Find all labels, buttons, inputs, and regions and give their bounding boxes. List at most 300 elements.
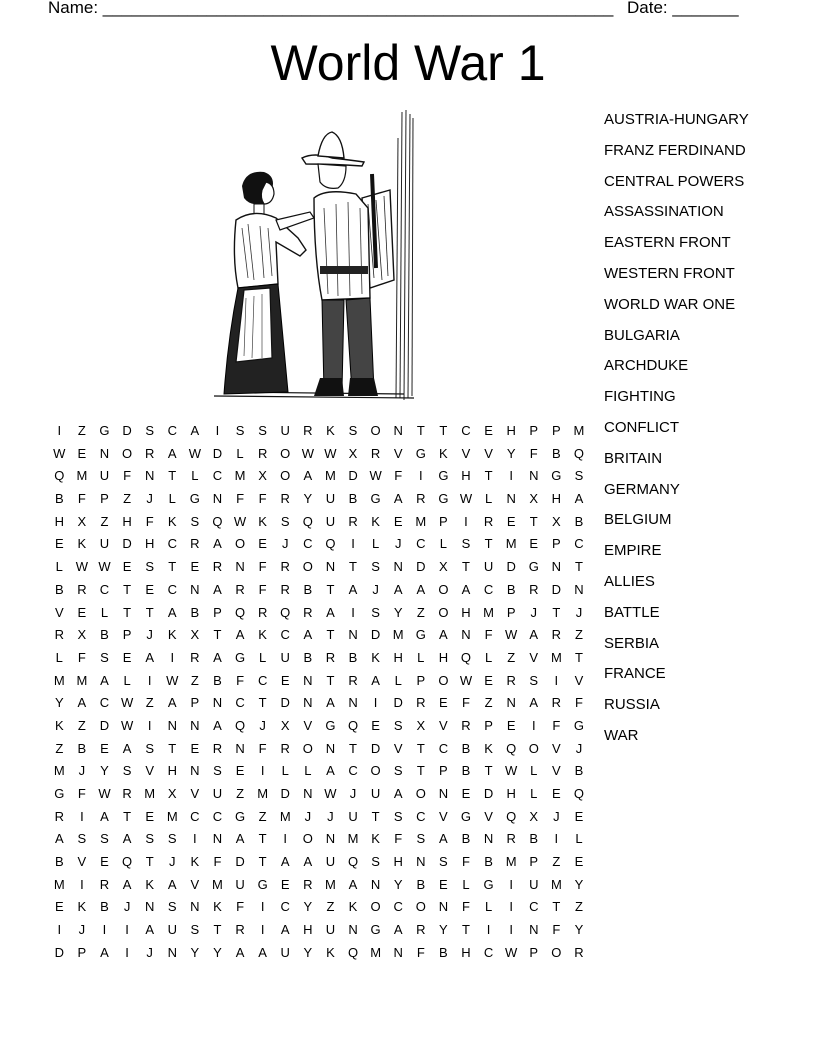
grid-letter[interactable]: R <box>190 649 200 665</box>
grid-letter[interactable]: D <box>551 581 562 597</box>
grid-letter[interactable]: X <box>167 786 177 801</box>
grid-letter[interactable]: Z <box>236 786 245 801</box>
grid-letter[interactable]: S <box>280 513 290 529</box>
grid-letter[interactable]: O <box>280 468 291 484</box>
grid-letter[interactable]: H <box>438 649 449 665</box>
grid-letter[interactable]: D <box>122 423 132 438</box>
grid-letter[interactable]: E <box>461 786 471 801</box>
grid-letter[interactable]: D <box>348 468 358 484</box>
grid-letter[interactable]: K <box>190 854 200 870</box>
grid-letter[interactable]: H <box>461 604 471 620</box>
grid-letter[interactable]: M <box>370 944 382 960</box>
grid-letter[interactable]: Z <box>574 627 583 643</box>
grid-letter[interactable]: X <box>280 717 290 733</box>
grid-letter[interactable]: N <box>212 491 223 507</box>
grid-letter[interactable]: T <box>371 808 380 824</box>
grid-letter[interactable]: T <box>574 559 583 575</box>
grid-letter[interactable]: G <box>573 717 585 733</box>
grid-letter[interactable]: Z <box>77 423 86 438</box>
grid-letter[interactable]: K <box>145 876 154 892</box>
grid-letter[interactable]: S <box>145 423 154 438</box>
grid-letter[interactable]: O <box>370 763 381 779</box>
grid-letter[interactable]: A <box>303 854 313 870</box>
grid-letter[interactable]: P <box>213 604 222 620</box>
grid-letter[interactable]: D <box>280 695 290 711</box>
grid-letter[interactable]: U <box>325 854 336 870</box>
grid-letter[interactable]: X <box>552 513 561 529</box>
grid-letter[interactable]: T <box>574 649 583 665</box>
grid-letter[interactable]: C <box>235 695 245 711</box>
grid-letter[interactable]: I <box>193 831 197 847</box>
grid-letter[interactable]: N <box>483 831 494 847</box>
grid-letter[interactable]: X <box>439 559 448 575</box>
grid-letter[interactable]: J <box>146 944 153 960</box>
grid-letter[interactable]: I <box>147 672 152 688</box>
grid-letter[interactable]: F <box>123 468 132 484</box>
grid-letter[interactable]: Q <box>234 717 246 733</box>
grid-letter[interactable]: M <box>166 808 178 824</box>
grid-letter[interactable]: F <box>145 513 154 529</box>
grid-letter[interactable]: S <box>371 854 380 870</box>
grid-letter[interactable]: D <box>483 786 494 801</box>
grid-letter[interactable]: M <box>392 627 404 643</box>
grid-letter[interactable]: F <box>574 695 583 711</box>
grid-letter[interactable]: P <box>122 627 132 643</box>
grid-letter[interactable]: N <box>506 695 516 711</box>
grid-letter[interactable]: B <box>77 740 87 756</box>
grid-letter[interactable]: M <box>257 786 269 801</box>
grid-letter[interactable]: T <box>326 627 335 643</box>
grid-letter[interactable]: F <box>236 672 245 688</box>
grid-letter[interactable]: K <box>484 740 493 756</box>
grid-letter[interactable]: T <box>484 763 493 779</box>
grid-letter[interactable]: Z <box>190 672 199 688</box>
grid-letter[interactable]: J <box>78 763 86 779</box>
grid-letter[interactable]: T <box>258 854 267 870</box>
grid-letter[interactable]: A <box>574 491 584 507</box>
grid-letter[interactable]: L <box>530 786 538 801</box>
grid-letter[interactable]: A <box>77 695 87 711</box>
grid-letter[interactable]: X <box>416 717 426 733</box>
grid-letter[interactable]: R <box>574 944 584 960</box>
grid-letter[interactable]: D <box>370 740 381 756</box>
grid-letter[interactable]: B <box>574 763 584 779</box>
grid-letter[interactable]: Y <box>303 491 313 507</box>
grid-letter[interactable]: R <box>416 695 426 711</box>
grid-letter[interactable]: A <box>280 854 290 870</box>
grid-letter[interactable]: N <box>529 922 539 938</box>
grid-letter[interactable]: Y <box>190 944 200 960</box>
grid-letter[interactable]: P <box>552 423 561 438</box>
grid-letter[interactable]: W <box>459 672 473 688</box>
grid-letter[interactable]: V <box>145 763 154 779</box>
grid-letter[interactable]: S <box>190 922 200 938</box>
grid-letter[interactable]: T <box>145 854 154 870</box>
grid-letter[interactable]: P <box>77 944 87 960</box>
grid-letter[interactable]: F <box>416 944 425 960</box>
grid-letter[interactable]: P <box>416 672 426 688</box>
grid-letter[interactable]: Q <box>460 649 472 665</box>
grid-letter[interactable]: V <box>574 672 584 688</box>
grid-letter[interactable]: E <box>77 445 87 461</box>
grid-letter[interactable]: R <box>190 536 200 552</box>
grid-letter[interactable]: N <box>461 627 471 643</box>
grid-letter[interactable]: A <box>235 831 245 847</box>
grid-letter[interactable]: H <box>506 786 516 801</box>
grid-letter[interactable]: E <box>280 876 290 892</box>
grid-letter[interactable]: L <box>575 831 583 847</box>
grid-letter[interactable]: H <box>393 854 403 870</box>
grid-letter[interactable]: C <box>416 536 426 552</box>
grid-letter[interactable]: R <box>280 581 290 597</box>
grid-letter[interactable]: N <box>438 899 449 915</box>
grid-letter[interactable]: A <box>190 423 200 438</box>
grid-letter[interactable]: M <box>144 786 156 801</box>
grid-letter[interactable]: O <box>415 899 426 915</box>
grid-letter[interactable]: M <box>53 672 65 688</box>
grid-letter[interactable]: O <box>415 786 426 801</box>
grid-letter[interactable]: A <box>529 695 539 711</box>
grid-letter[interactable]: T <box>168 468 177 484</box>
grid-letter[interactable]: S <box>393 763 403 779</box>
grid-letter[interactable]: F <box>258 740 267 756</box>
grid-letter[interactable]: U <box>325 922 336 938</box>
grid-letter[interactable]: S <box>258 423 267 438</box>
grid-letter[interactable]: A <box>303 627 313 643</box>
grid-letter[interactable]: N <box>325 740 336 756</box>
grid-letter[interactable]: N <box>438 786 449 801</box>
grid-letter[interactable]: Y <box>439 922 448 938</box>
grid-letter[interactable]: A <box>167 604 177 620</box>
grid-letter[interactable]: C <box>257 672 268 688</box>
grid-letter[interactable]: S <box>393 808 403 824</box>
grid-letter[interactable]: G <box>99 423 110 438</box>
grid-letter[interactable]: I <box>80 876 84 892</box>
grid-letter[interactable]: P <box>529 854 539 870</box>
grid-letter[interactable]: G <box>415 445 426 461</box>
grid-letter[interactable]: T <box>258 831 267 847</box>
grid-letter[interactable]: V <box>484 445 493 461</box>
grid-letter[interactable]: F <box>462 854 470 870</box>
grid-letter[interactable]: C <box>212 808 223 824</box>
grid-letter[interactable]: J <box>327 808 334 824</box>
grid-letter[interactable]: T <box>213 627 222 643</box>
grid-letter[interactable]: W <box>166 672 179 688</box>
grid-letter[interactable]: C <box>483 581 494 597</box>
grid-letter[interactable]: E <box>484 672 493 688</box>
grid-letter[interactable]: E <box>258 536 267 552</box>
grid-letter[interactable]: E <box>371 717 380 733</box>
grid-letter[interactable]: F <box>236 899 245 915</box>
grid-letter[interactable]: V <box>393 445 403 461</box>
grid-letter[interactable]: V <box>552 740 561 756</box>
grid-letter[interactable]: N <box>574 581 584 597</box>
grid-letter[interactable]: K <box>258 513 267 529</box>
grid-letter[interactable]: S <box>371 604 380 620</box>
grid-letter[interactable]: M <box>505 854 517 870</box>
grid-letter[interactable]: G <box>189 491 200 507</box>
grid-letter[interactable]: S <box>416 831 426 847</box>
grid-letter[interactable]: Y <box>574 876 584 892</box>
grid-letter[interactable]: Z <box>55 740 64 756</box>
grid-letter[interactable]: L <box>484 491 493 507</box>
grid-letter[interactable]: C <box>99 695 110 711</box>
grid-letter[interactable]: H <box>393 649 403 665</box>
grid-letter[interactable]: J <box>394 536 402 552</box>
grid-letter[interactable]: B <box>348 649 358 665</box>
grid-letter[interactable]: Q <box>347 854 359 870</box>
grid-letter[interactable]: J <box>146 627 153 643</box>
grid-letter[interactable]: Y <box>54 695 64 711</box>
grid-letter[interactable]: C <box>167 423 177 438</box>
grid-letter[interactable]: R <box>280 740 290 756</box>
grid-letter[interactable]: K <box>54 717 64 733</box>
grid-letter[interactable]: R <box>280 559 290 575</box>
grid-letter[interactable]: C <box>280 627 290 643</box>
grid-letter[interactable]: A <box>326 604 335 620</box>
grid-letter[interactable]: O <box>280 445 291 461</box>
grid-letter[interactable]: K <box>258 627 267 643</box>
grid-letter[interactable]: R <box>461 717 471 733</box>
grid-letter[interactable]: F <box>77 491 86 507</box>
grid-letter[interactable]: U <box>280 649 290 665</box>
grid-letter[interactable]: R <box>370 445 381 461</box>
grid-letter[interactable]: D <box>393 695 403 711</box>
grid-letter[interactable]: I <box>260 922 265 938</box>
grid-letter[interactable]: D <box>235 854 245 870</box>
grid-letter[interactable]: L <box>371 536 380 552</box>
grid-letter[interactable]: G <box>438 468 449 484</box>
grid-letter[interactable]: A <box>326 695 335 711</box>
grid-letter[interactable]: F <box>552 717 561 733</box>
grid-letter[interactable]: B <box>574 513 584 529</box>
grid-letter[interactable]: A <box>303 468 313 484</box>
grid-letter[interactable]: R <box>529 581 539 597</box>
grid-letter[interactable]: B <box>54 581 64 597</box>
grid-letter[interactable]: W <box>120 695 134 711</box>
grid-letter[interactable]: B <box>213 672 222 688</box>
grid-letter[interactable]: C <box>190 808 200 824</box>
grid-letter[interactable]: T <box>213 922 222 938</box>
grid-letter[interactable]: L <box>191 468 199 484</box>
grid-letter[interactable]: N <box>167 717 177 733</box>
grid-letter[interactable]: C <box>99 581 110 597</box>
grid-letter[interactable]: F <box>394 468 403 484</box>
grid-letter[interactable]: G <box>54 786 65 801</box>
grid-letter[interactable]: L <box>281 763 289 779</box>
grid-letter[interactable]: O <box>122 445 133 461</box>
grid-letter[interactable]: A <box>393 491 403 507</box>
grid-letter[interactable]: G <box>460 808 472 824</box>
grid-letter[interactable]: M <box>325 876 336 892</box>
grid-letter[interactable]: X <box>77 513 87 529</box>
grid-letter[interactable]: F <box>552 922 561 938</box>
grid-letter[interactable]: S <box>167 831 177 847</box>
grid-letter[interactable]: I <box>215 423 220 438</box>
grid-letter[interactable]: K <box>326 944 335 960</box>
grid-letter[interactable]: K <box>326 423 335 438</box>
grid-letter[interactable]: N <box>325 831 336 847</box>
grid-letter[interactable]: E <box>552 786 561 801</box>
grid-letter[interactable]: T <box>123 604 132 620</box>
grid-letter[interactable]: M <box>325 468 336 484</box>
grid-letter[interactable]: A <box>439 627 448 643</box>
grid-letter[interactable]: I <box>554 672 559 688</box>
grid-letter[interactable]: B <box>416 876 426 892</box>
grid-letter[interactable]: Q <box>302 513 313 529</box>
grid-letter[interactable]: U <box>348 808 358 824</box>
grid-letter[interactable]: I <box>147 717 152 733</box>
grid-letter[interactable]: G <box>415 627 426 643</box>
grid-letter[interactable]: H <box>122 513 132 529</box>
grid-letter[interactable]: S <box>145 559 154 575</box>
grid-letter[interactable]: W <box>98 786 111 801</box>
grid-letter[interactable]: T <box>416 423 425 438</box>
grid-letter[interactable]: E <box>574 854 584 870</box>
grid-letter[interactable]: J <box>259 717 266 733</box>
grid-letter[interactable]: T <box>145 604 154 620</box>
grid-letter[interactable]: S <box>122 763 132 779</box>
grid-letter[interactable]: I <box>283 831 288 847</box>
grid-letter[interactable]: F <box>484 627 493 643</box>
grid-letter[interactable]: B <box>461 740 471 756</box>
grid-letter[interactable]: T <box>326 672 335 688</box>
grid-letter[interactable]: L <box>439 536 447 552</box>
grid-letter[interactable]: W <box>98 559 111 575</box>
grid-letter[interactable]: L <box>530 763 538 779</box>
grid-letter[interactable]: R <box>348 672 358 688</box>
grid-letter[interactable]: U <box>235 876 245 892</box>
grid-letter[interactable]: N <box>303 672 313 688</box>
grid-letter[interactable]: E <box>574 808 584 824</box>
grid-letter[interactable]: A <box>122 740 132 756</box>
grid-letter[interactable]: P <box>439 763 448 779</box>
grid-letter[interactable]: O <box>302 559 313 575</box>
grid-letter[interactable]: M <box>505 536 517 552</box>
grid-letter[interactable]: H <box>303 922 313 938</box>
grid-letter[interactable]: C <box>461 423 471 438</box>
grid-letter[interactable]: R <box>280 491 290 507</box>
grid-letter[interactable]: C <box>483 944 494 960</box>
grid-letter[interactable]: I <box>418 468 423 484</box>
grid-letter[interactable]: A <box>213 536 222 552</box>
grid-letter[interactable]: G <box>234 649 246 665</box>
grid-letter[interactable]: T <box>439 423 448 438</box>
grid-letter[interactable]: E <box>54 536 64 552</box>
grid-letter[interactable]: F <box>213 854 222 870</box>
grid-letter[interactable]: K <box>348 899 358 915</box>
grid-letter[interactable]: F <box>462 899 470 915</box>
grid-letter[interactable]: A <box>348 581 358 597</box>
grid-letter[interactable]: I <box>102 922 107 938</box>
grid-letter[interactable]: W <box>188 445 201 461</box>
grid-letter[interactable]: R <box>257 445 268 461</box>
grid-letter[interactable]: R <box>54 627 64 643</box>
grid-letter[interactable]: X <box>529 491 539 507</box>
grid-letter[interactable]: A <box>100 944 109 960</box>
grid-letter[interactable]: A <box>213 649 222 665</box>
grid-letter[interactable]: T <box>168 559 177 575</box>
grid-letter[interactable]: S <box>393 717 403 733</box>
grid-letter[interactable]: U <box>99 536 110 552</box>
grid-letter[interactable]: J <box>349 786 357 801</box>
grid-letter[interactable]: P <box>439 513 448 529</box>
grid-letter[interactable]: G <box>528 559 539 575</box>
grid-letter[interactable]: S <box>100 649 109 665</box>
grid-letter[interactable]: A <box>371 672 380 688</box>
grid-letter[interactable]: M <box>550 649 562 665</box>
grid-letter[interactable]: B <box>100 627 109 643</box>
grid-letter[interactable]: K <box>371 831 380 847</box>
grid-letter[interactable]: T <box>484 468 493 484</box>
grid-letter[interactable]: P <box>529 944 539 960</box>
grid-letter[interactable]: T <box>552 604 561 620</box>
grid-letter[interactable]: I <box>125 944 129 960</box>
grid-letter[interactable]: I <box>554 831 559 847</box>
grid-letter[interactable]: N <box>190 763 200 779</box>
grid-letter[interactable]: N <box>506 491 516 507</box>
grid-letter[interactable]: T <box>462 922 470 938</box>
grid-letter[interactable]: E <box>484 423 493 438</box>
grid-letter[interactable]: N <box>144 468 155 484</box>
grid-letter[interactable]: N <box>99 445 110 461</box>
grid-letter[interactable]: V <box>529 649 539 665</box>
grid-letter[interactable]: G <box>551 468 562 484</box>
grid-letter[interactable]: F <box>236 491 245 507</box>
grid-letter[interactable]: I <box>57 423 62 438</box>
grid-letter[interactable]: Z <box>258 808 267 824</box>
grid-letter[interactable]: R <box>303 604 313 620</box>
grid-letter[interactable]: L <box>123 672 131 688</box>
grid-letter[interactable]: M <box>76 672 88 688</box>
grid-letter[interactable]: L <box>484 649 493 665</box>
grid-letter[interactable]: B <box>303 649 313 665</box>
grid-letter[interactable]: V <box>54 604 64 620</box>
grid-letter[interactable]: N <box>190 899 200 915</box>
grid-letter[interactable]: N <box>348 627 358 643</box>
grid-letter[interactable]: K <box>167 513 177 529</box>
grid-letter[interactable]: B <box>461 831 471 847</box>
grid-letter[interactable]: U <box>325 513 336 529</box>
grid-letter[interactable]: S <box>439 854 448 870</box>
grid-letter[interactable]: U <box>212 786 223 801</box>
grid-letter[interactable]: T <box>123 581 132 597</box>
grid-letter[interactable]: M <box>53 876 65 892</box>
grid-letter[interactable]: J <box>372 581 379 597</box>
grid-letter[interactable]: U <box>325 491 336 507</box>
grid-letter[interactable]: Z <box>416 604 425 620</box>
grid-letter[interactable]: O <box>528 740 539 756</box>
grid-letter[interactable]: E <box>506 513 516 529</box>
grid-letter[interactable]: S <box>167 899 177 915</box>
grid-letter[interactable]: L <box>236 445 244 461</box>
grid-letter[interactable]: I <box>486 922 491 938</box>
grid-letter[interactable]: N <box>551 559 562 575</box>
grid-letter[interactable]: M <box>415 513 427 529</box>
grid-letter[interactable]: P <box>484 717 493 733</box>
grid-letter[interactable]: N <box>393 944 403 960</box>
grid-letter[interactable]: C <box>280 899 290 915</box>
grid-letter[interactable]: A <box>439 831 448 847</box>
grid-letter[interactable]: A <box>280 922 290 938</box>
grid-letter[interactable]: X <box>190 627 200 643</box>
grid-letter[interactable]: A <box>213 717 222 733</box>
grid-letter[interactable]: F <box>77 649 86 665</box>
grid-letter[interactable]: W <box>505 627 518 643</box>
grid-letter[interactable]: Z <box>326 899 335 915</box>
grid-letter[interactable]: Z <box>145 695 154 711</box>
grid-letter[interactable]: N <box>529 468 539 484</box>
